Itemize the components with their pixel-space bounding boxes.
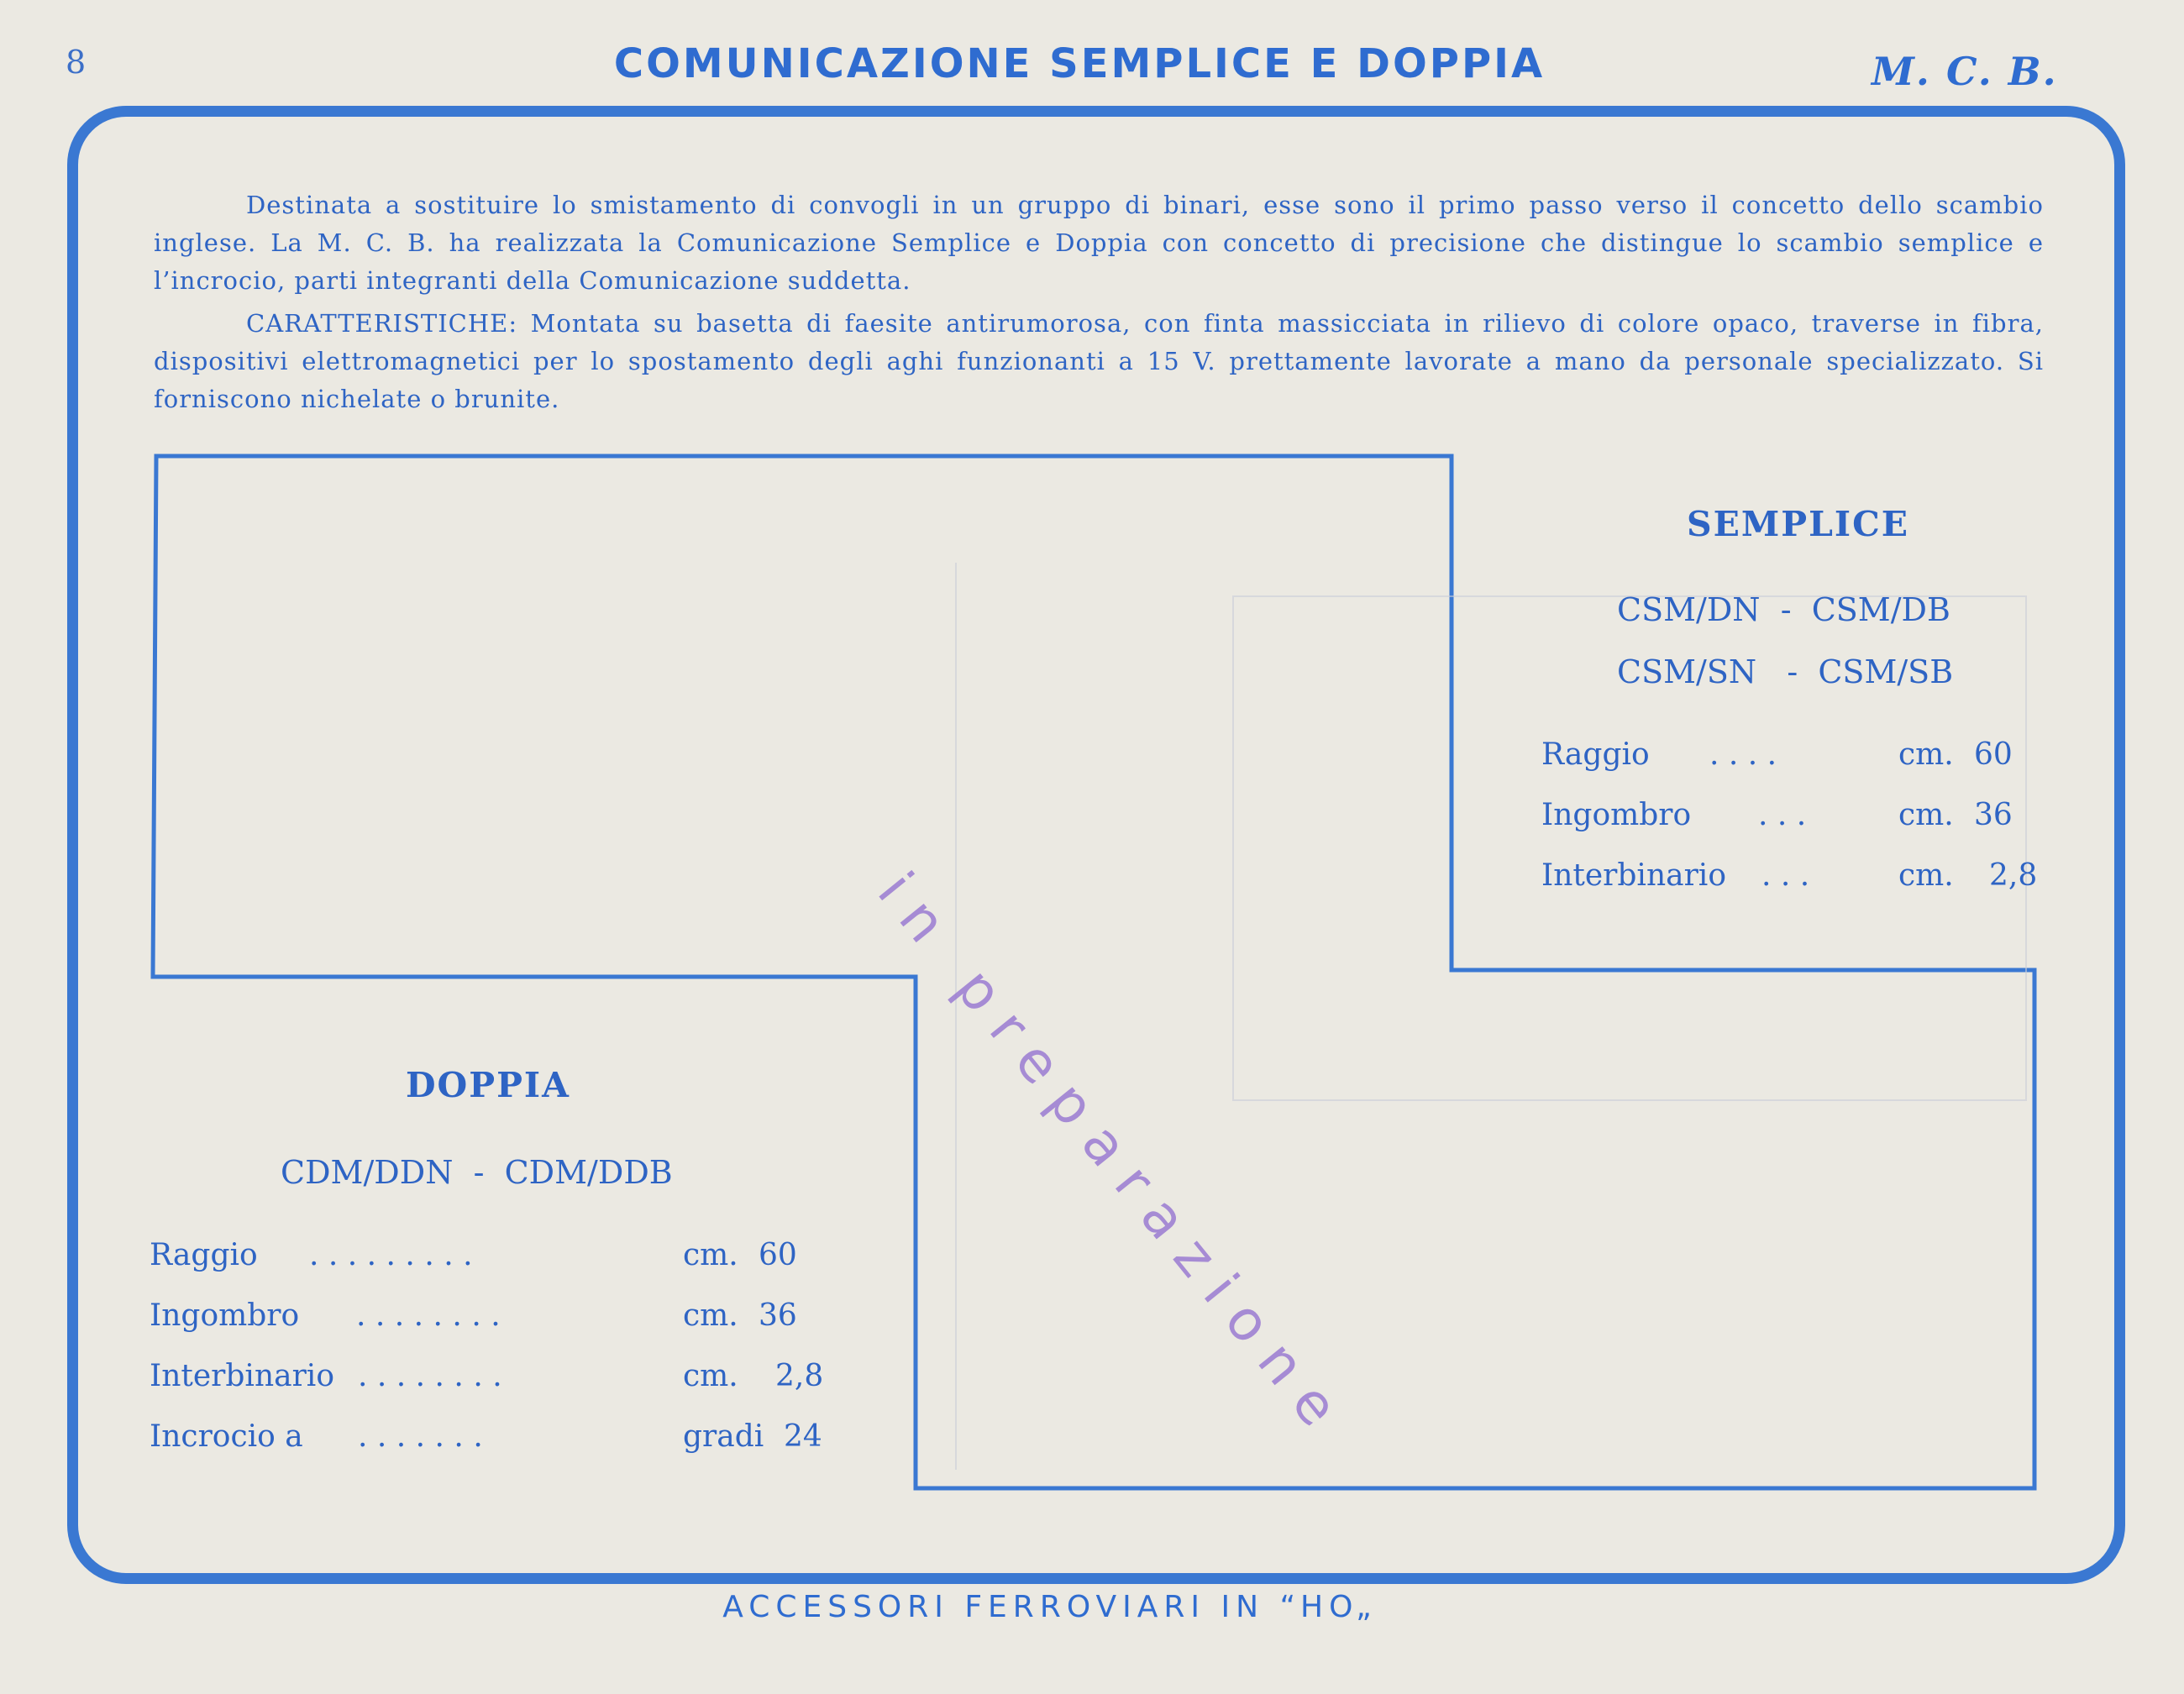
spec-label: Interbinario (150, 1359, 334, 1393)
spec-label: Ingombro (1541, 798, 1692, 832)
spec-unit: gradi (683, 1419, 764, 1454)
spec-label: Ingombro (150, 1298, 300, 1333)
intro-paragraph-1: Destinata a sostituire lo smistamento di convogli in un gruppo di binari, esse sono il primo passo verso il concetto dello scambio inglese. La M. C. B. ha realizzata la Comunicazione Semplice e Doppia con concetto di precisione che distingue lo scambio semplice e l’incrocio, parti integranti della Comunicazione suddetta. (154, 191, 2044, 295)
spec-dots: . . . (1758, 798, 1807, 832)
doppia-spec-incrocio (150, 1419, 822, 1592)
spec-dots: . . . . . . . . . (309, 1238, 473, 1272)
semplice-spec-interbinario (1541, 858, 2038, 1031)
spec-label: Incrocio a (150, 1419, 303, 1454)
spec-unit: cm. (1898, 737, 1954, 772)
page-title: COMUNICAZIONE SEMPLICE E DOPPIA (613, 40, 1546, 87)
spec-unit: cm. (1898, 798, 1954, 832)
footer-text: ACCESSORI FERROVIARI IN “HO„ (722, 1590, 1378, 1624)
in-preparazione-stamp: in preparazione (865, 860, 1362, 1453)
page-number: 8 (66, 44, 87, 81)
doppia-codes-1: CDM/DDN - CDM/DDB (281, 1154, 673, 1191)
spec-dots: . . . . . . . (358, 1419, 483, 1454)
brand-logo: M. C. B. (1872, 49, 2058, 94)
spec-unit: cm. (683, 1238, 738, 1272)
doppia-title: DOPPIA (406, 1065, 570, 1105)
semplice-codes-1: CSM/DN - CSM/DB (1617, 591, 1950, 628)
spec-dots: . . . (1761, 858, 1810, 893)
semplice-title: SEMPLICE (1687, 504, 1909, 544)
spec-unit: cm. (683, 1359, 738, 1393)
spec-value: 2,8 (1989, 858, 2038, 893)
spec-label: Raggio (150, 1238, 258, 1272)
spec-unit: cm. (683, 1298, 738, 1333)
spec-value: 36 (1974, 798, 2013, 832)
spec-value: 2,8 (775, 1359, 824, 1393)
intro-paragraph-2: CARATTERISTICHE: Montata su basetta di faesite antirumorosa, con finta massicciata in rilievo di colore opaco, traverse in fibra, dispositivi elettromagnetici per lo spostamento degli aghi funzionanti a 15 V. prettamente lavorate a mano da personale specializzato. Si forniscono nichelate o brunite. (154, 309, 2044, 413)
spec-dots: . . . . . . . . (356, 1298, 501, 1333)
spec-unit: cm. (1898, 858, 1954, 893)
spec-value: 60 (1974, 737, 2013, 772)
spec-label: Raggio (1541, 737, 1650, 772)
spec-value: 60 (759, 1238, 797, 1272)
spec-value: 36 (759, 1298, 797, 1333)
spec-dots: . . . . . . . . (358, 1359, 502, 1393)
spec-dots: . . . . (1709, 737, 1777, 772)
semplice-codes-2: CSM/SN - CSM/SB (1617, 653, 1954, 690)
spec-label: Interbinario (1541, 858, 1726, 893)
spec-value: 24 (784, 1419, 822, 1454)
